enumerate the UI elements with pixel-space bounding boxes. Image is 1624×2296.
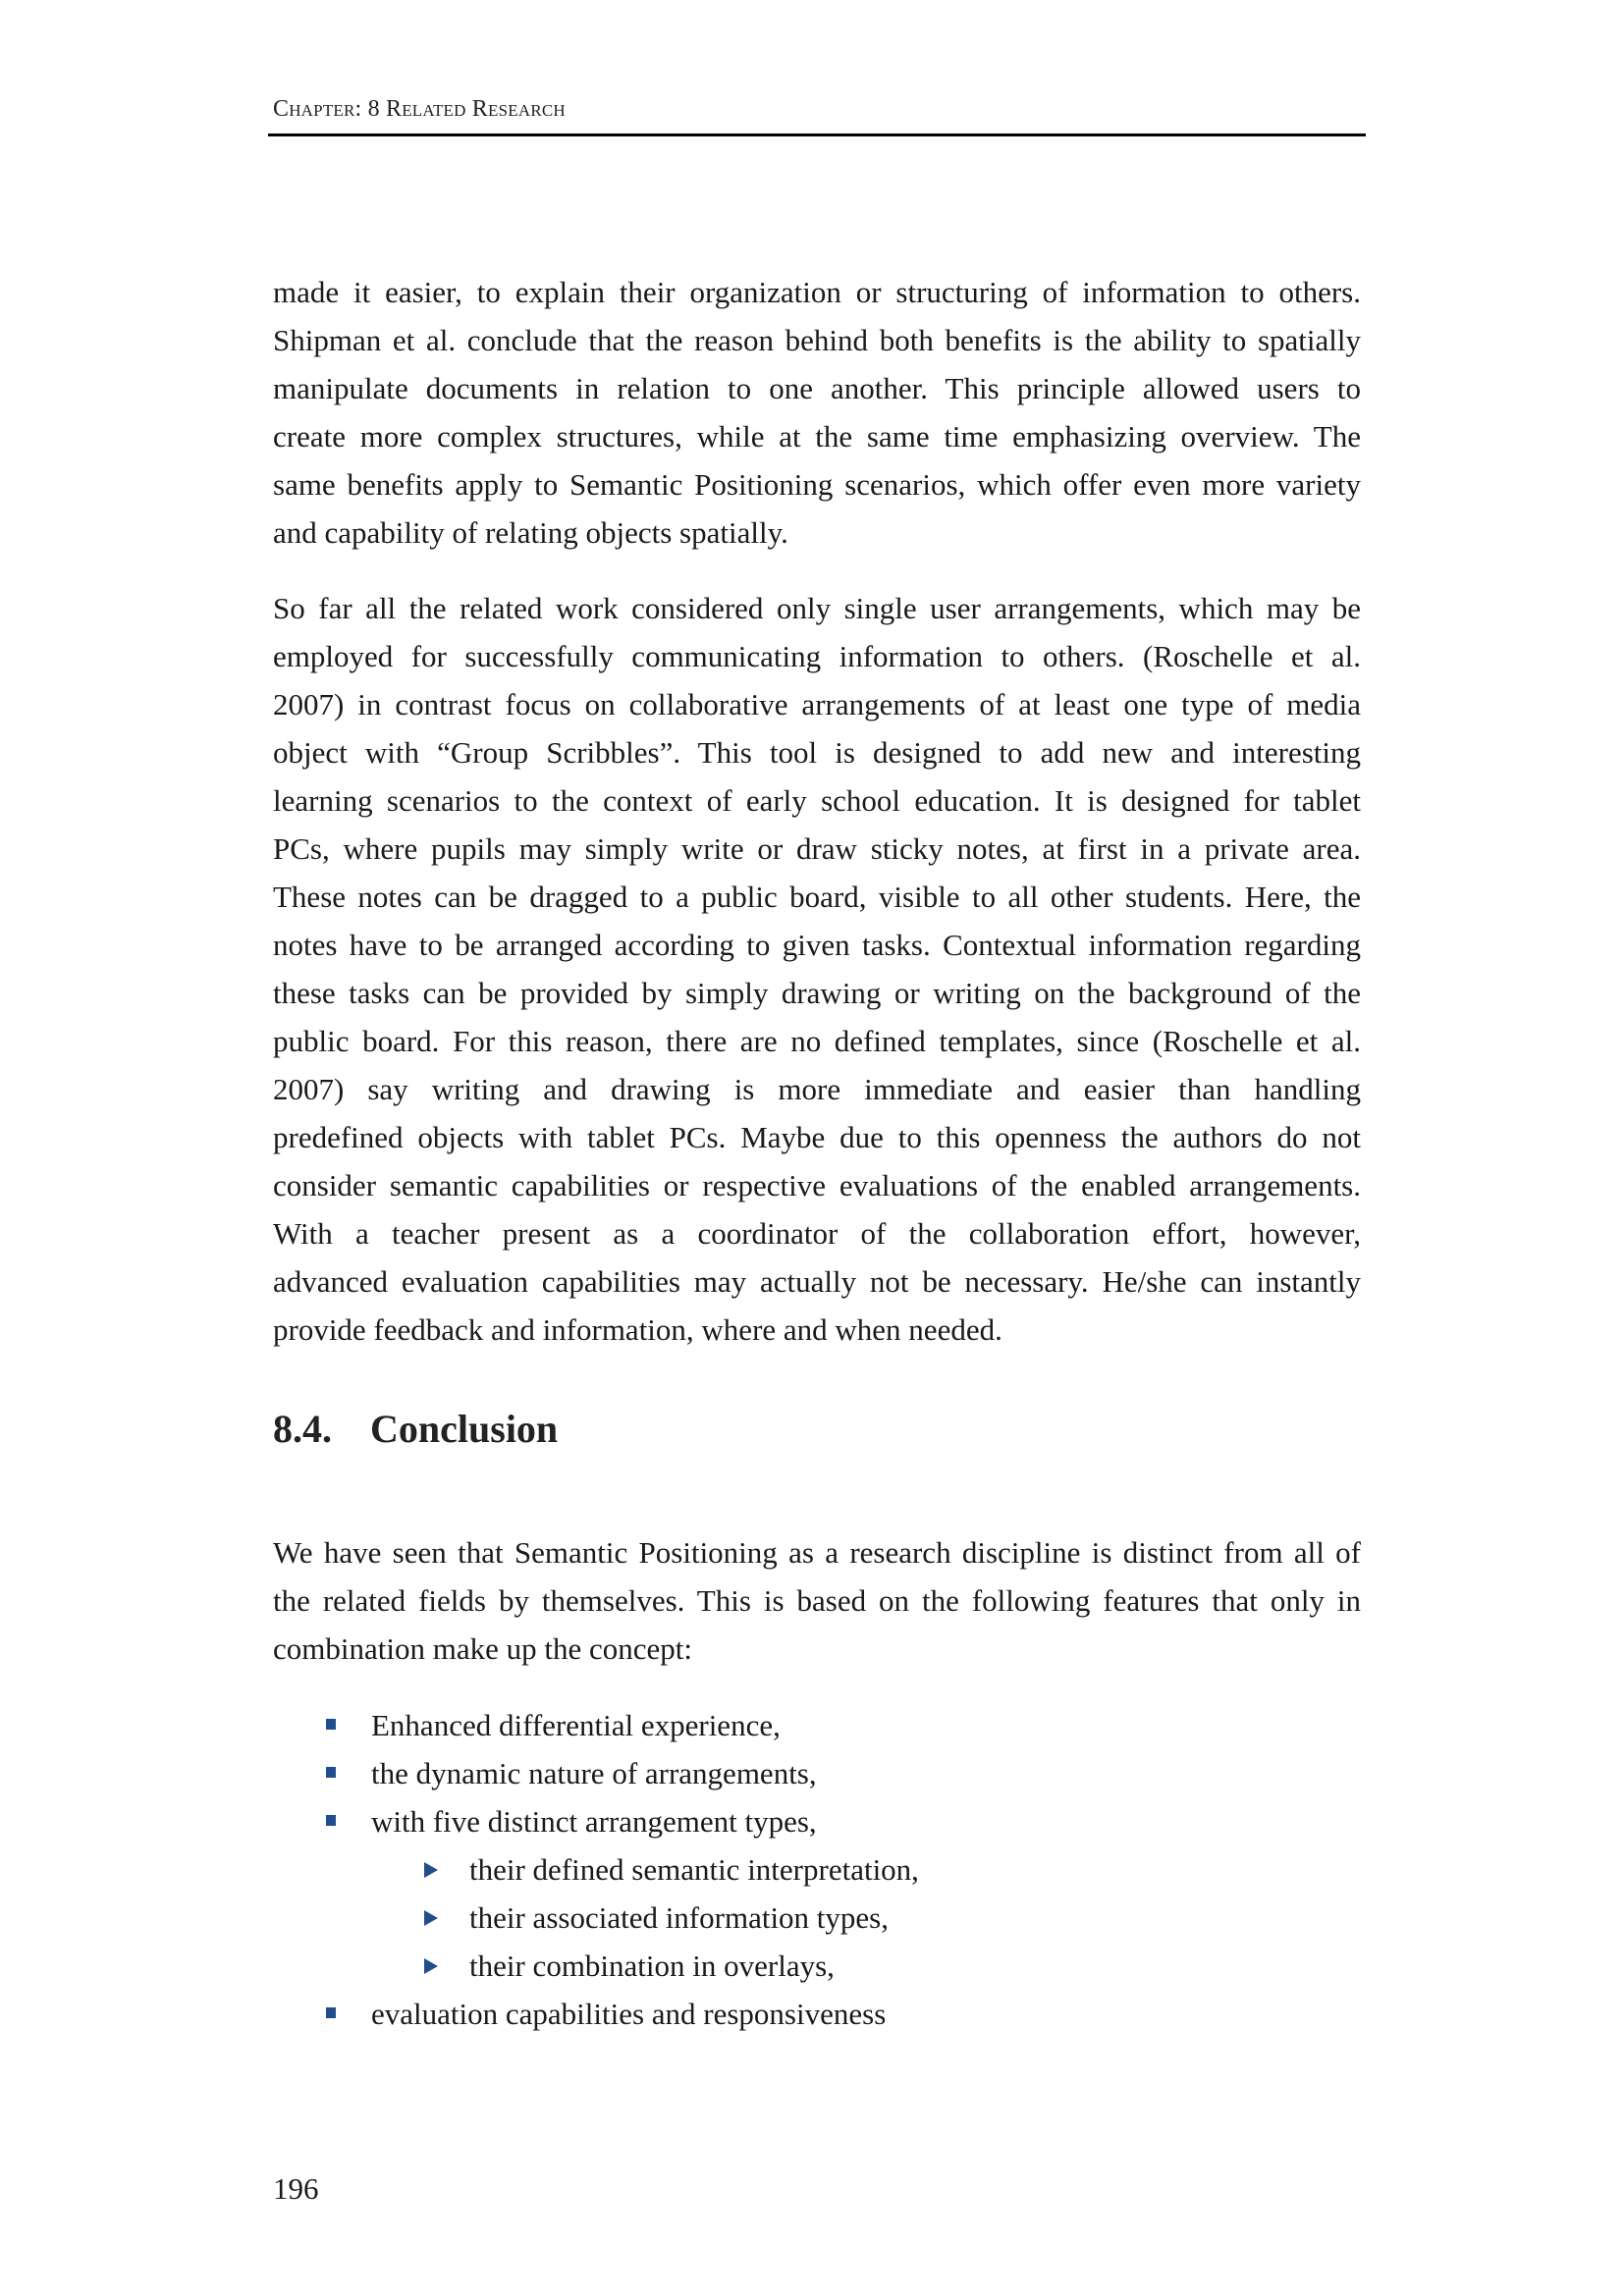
triangle-bullet-icon	[424, 1958, 438, 1974]
text-line: PCs, where pupils may simply write or draw sticky notes, at first in a private area.	[273, 831, 1361, 866]
running-header: Chapter: 8 Related Research	[273, 96, 566, 122]
list-item-text: with five distinct arrangement types,	[371, 1804, 817, 1839]
triangle-bullet-icon	[424, 1862, 438, 1878]
page-number: 196	[273, 2171, 319, 2206]
text-line: same benefits apply to Semantic Positioning scenarios, which offer even more variety	[273, 467, 1361, 502]
section-heading	[273, 1406, 558, 1452]
text-line: learning scenarios to the context of early school education. It is designed for tablet	[273, 783, 1361, 818]
text-line: notes have to be arranged according to given tasks. Contextual information regarding	[273, 928, 1361, 962]
list-item	[273, 1845, 1361, 1894]
paragraph-3	[273, 1528, 1361, 1673]
text-line: 2007) in contrast focus on collaborative arrangements of at least one type of media	[273, 687, 1361, 721]
text-line: and capability of relating objects spatially.	[273, 515, 788, 550]
square-bullet-icon	[326, 1767, 336, 1778]
text-line: public board. For this reason, there are no defined templates, since (Roschelle et al.	[273, 1024, 1361, 1058]
list-item	[273, 1942, 1361, 1990]
text-line: the related fields by themselves. This is based on the following features that only in	[273, 1583, 1361, 1618]
text-line: advanced evaluation capabilities may actually not be necessary. He/she can instantly	[273, 1264, 1361, 1299]
paragraph-1	[273, 268, 1361, 557]
text-line: object with “Group Scribbles”. This tool is designed to add new and interesting	[273, 735, 1361, 770]
text-line: predefined objects with tablet PCs. Maybe due to this openness the authors do not	[273, 1120, 1361, 1154]
list-item-text: Enhanced differential experience,	[371, 1708, 781, 1742]
paragraph-2	[273, 584, 1361, 1354]
header-rule	[268, 133, 1366, 136]
text-line: These notes can be dragged to a public board, visible to all other students. Here, the	[273, 880, 1361, 914]
text-line: employed for successfully communicating information to others. (Roschelle et al.	[273, 639, 1361, 673]
text-line: combination make up the concept:	[273, 1631, 692, 1666]
square-bullet-icon	[326, 1815, 336, 1826]
list-item-text: evaluation capabilities and responsiveness	[371, 1997, 887, 2031]
section-title: Conclusion	[370, 1407, 559, 1451]
text-line: With a teacher present as a coordinator of the collaboration effort, however,	[273, 1216, 1361, 1251]
text-line: So far all the related work considered only single user arrangements, which may be	[273, 591, 1361, 625]
square-bullet-icon	[326, 1719, 336, 1730]
feature-list	[273, 1701, 1361, 2038]
text-line: consider semantic capabilities or respective evaluations of the enabled arrangements.	[273, 1168, 1361, 1202]
square-bullet-icon	[326, 2007, 336, 2018]
list-item	[273, 1894, 1361, 1942]
triangle-bullet-icon	[424, 1910, 438, 1926]
section-number: 8.4.	[273, 1407, 332, 1451]
list-item-text: their defined semantic interpretation,	[469, 1852, 919, 1887]
text-line: Shipman et al. conclude that the reason behind both benefits is the ability to spatially	[273, 323, 1361, 357]
text-line: create more complex structures, while at the same time emphasizing overview. The	[273, 419, 1361, 454]
text-line: made it easier, to explain their organization or structuring of information to others.	[273, 275, 1361, 309]
list-item-text: their associated information types,	[469, 1900, 889, 1935]
text-line: provide feedback and information, where and when needed.	[273, 1312, 1002, 1347]
list-item-text: the dynamic nature of arrangements,	[371, 1756, 817, 1790]
list-item	[273, 1797, 1361, 1845]
list-item	[273, 1990, 1361, 2038]
text-line: We have seen that Semantic Positioning as a research discipline is distinct from all of	[273, 1535, 1361, 1570]
text-line: manipulate documents in relation to one another. This principle allowed users to	[273, 371, 1361, 405]
list-item-text: their combination in overlays,	[469, 1949, 835, 1983]
list-item	[273, 1749, 1361, 1797]
text-line: these tasks can be provided by simply drawing or writing on the background of the	[273, 976, 1361, 1010]
text-line: 2007) say writing and drawing is more immediate and easier than handling	[273, 1072, 1361, 1106]
list-item	[273, 1701, 1361, 1749]
